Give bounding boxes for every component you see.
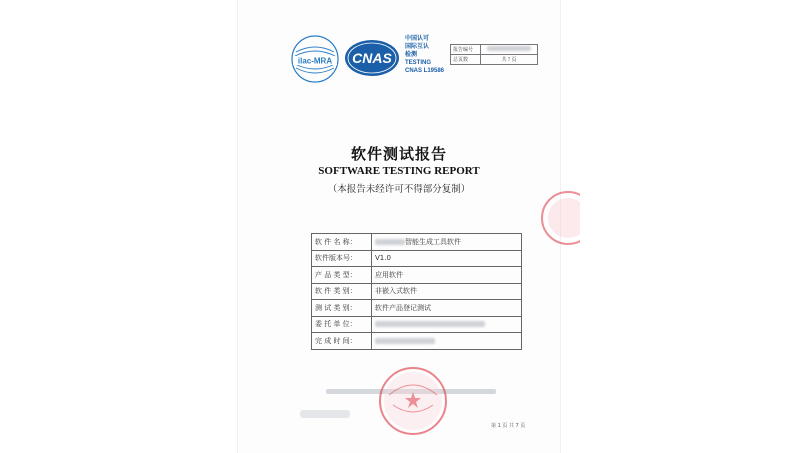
info-label: 测 试 类 别： [312, 300, 372, 317]
meta-row [451, 55, 538, 65]
meta-label: 报告编号 [451, 45, 481, 55]
cnas-line: 中国认可 [405, 36, 430, 42]
info-value-redacted [372, 316, 522, 333]
cnas-line: TESTING [405, 60, 432, 66]
report-info-table [311, 233, 522, 350]
cnas-line: 检测 [405, 52, 418, 58]
software-name: 智能生成工具软件 [405, 237, 461, 246]
report-title-zh: 软件测试报告 [350, 145, 447, 163]
cnas-line: CNAS L19586 [405, 68, 445, 74]
info-row [312, 250, 522, 267]
meta-row [451, 45, 538, 55]
info-label: 软件版本号： [312, 250, 372, 267]
info-value: V1.0 [372, 250, 522, 267]
cnas-line: 国际互认 [405, 44, 430, 50]
info-row [312, 267, 522, 284]
footer-redacted [300, 408, 350, 420]
info-row [312, 333, 522, 350]
page-number: 第 1 页 共 7 页 [491, 423, 526, 429]
meta-value-redacted [481, 45, 538, 55]
info-row [312, 300, 522, 317]
info-value: 应用软件 [372, 267, 522, 284]
info-value: 非嵌入式软件 [372, 283, 522, 300]
meta-value: 共 7 页 [481, 55, 538, 65]
cnas-logo [344, 38, 400, 78]
info-label: 软 件 类 别： [312, 283, 372, 300]
info-label: 完 成 时 间： [312, 333, 372, 350]
ilac-mra-logo [290, 34, 340, 84]
seal-stamp-partial [540, 188, 580, 248]
report-meta-table [450, 44, 538, 65]
info-value: 软件产品登记测试 [372, 300, 522, 317]
cnas-accreditation-text [405, 35, 455, 75]
report-copy-note: （本报告未经许可不得部分复制） [327, 184, 471, 195]
ilac-logo-text: ilac-MRA [297, 56, 333, 66]
report-title-en: SOFTWARE TESTING REPORT [318, 165, 480, 177]
seal-stamp [377, 365, 449, 437]
info-label: 软 件 名 称： [312, 234, 372, 251]
info-label: 产 品 类 型： [312, 267, 372, 284]
meta-label: 总页数 [451, 55, 481, 65]
info-value-redacted [372, 333, 522, 350]
info-row [312, 316, 522, 333]
info-label: 委 托 单 位： [312, 316, 372, 333]
info-value [372, 234, 522, 251]
info-row [312, 283, 522, 300]
info-row [312, 234, 522, 251]
cnas-logo-text: CNAS [352, 50, 392, 66]
